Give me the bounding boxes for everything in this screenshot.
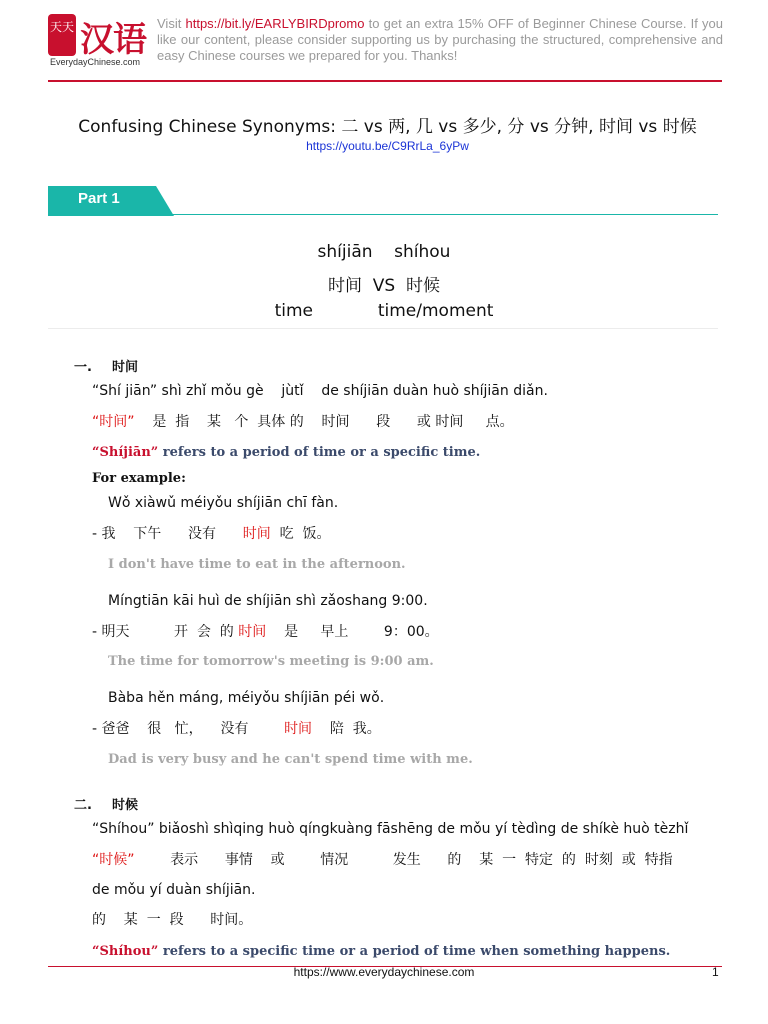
term-highlight: “时候” — [92, 852, 135, 868]
logo-seal: 天天 — [48, 14, 76, 56]
compare-pinyin: shíjiān shíhou — [317, 242, 451, 262]
example-hanzi — [92, 621, 439, 641]
example-hanzi — [92, 523, 331, 543]
example-pinyin: Míngtiān kāi huì de shíjiān shì zǎoshang 9:00. — [108, 593, 428, 609]
section1-heading: 时间 — [112, 360, 139, 375]
example-hanzi-b: 吃 饭。 — [270, 526, 331, 542]
section1-number: 一. — [74, 360, 92, 375]
logo-text: 汉语 — [80, 20, 146, 60]
page-number: 1 — [712, 965, 719, 979]
page-title: Confusing Chinese Synonyms: 二 vs 两, 几 vs 多少, 分 vs 分钟, 时间 vs 时候 — [78, 117, 697, 137]
definition-english-rest: refers to a period of time or a specific time. — [158, 445, 481, 460]
definition-hanzi-rest: 表示 事情 或 情况 发生 的 某 一 特定 的 时刻 或 特指 — [134, 852, 673, 868]
promo-text — [157, 16, 723, 64]
part-divider — [170, 214, 718, 215]
section1-definition-english — [92, 445, 480, 460]
section1-definition-pinyin: “Shí jiān” shì zhǐ mǒu gè jùtǐ de shíjiān duàn huò shíjiān diǎn. — [92, 383, 548, 399]
example-pinyin: Bàba hěn máng, méiyǒu shíjiān péi wǒ. — [108, 690, 385, 706]
promo-link[interactable]: https://bit.ly/EARLYBIRDpromo — [185, 16, 365, 31]
term-highlight: “Shíhou” — [92, 944, 159, 959]
example-label: For example: — [92, 471, 186, 486]
example-hanzi — [92, 718, 381, 738]
logo-subtitle: EverydayChinese.com — [50, 57, 141, 67]
section2-definition-pinyin: “Shíhou” biǎoshì shìqing huò qíngkuàng fāshēng de mǒu yí tèdìng de shíkè huò tèzhǐ — [92, 821, 689, 837]
term-highlight: “时间” — [92, 414, 135, 430]
promo-prefix: Visit — [157, 16, 186, 31]
example-hanzi-b: 是 早上 9：00。 — [266, 624, 439, 640]
part-label: Part 1 — [78, 190, 120, 207]
section2-number: 二. — [74, 798, 92, 813]
section-divider — [48, 328, 718, 329]
promo-rest: to get an extra 15% OFF of Beginner Chinese Course. If you like our content, please consider supporting us by purchasing the structured, comprehensive and easy Chinese courses we prepared for you. Thanks! — [157, 16, 723, 63]
footer-url[interactable]: https://www.everydaychinese.com — [293, 965, 475, 979]
example-term: 时间 — [284, 721, 313, 737]
example-translation: Dad is very busy and he can't spend time with me. — [108, 752, 473, 767]
video-link[interactable]: https://youtu.be/C9RrLa_6yPw — [306, 139, 469, 153]
definition-hanzi-rest: 是 指 某 个 具体 的 时间 段 或 时间 点。 — [134, 414, 514, 430]
example-hanzi-a: - 我 下午 没有 — [92, 526, 243, 542]
example-term: 时间 — [238, 624, 267, 640]
compare-hanzi: 时间 VS 时候 — [327, 276, 441, 296]
section2-definition-english — [92, 944, 670, 959]
section1-definition-hanzi — [92, 411, 514, 431]
example-translation: I don't have time to eat in the afternoon. — [108, 557, 406, 572]
example-pinyin: Wǒ xiàwǔ méiyǒu shíjiān chī fàn. — [108, 495, 339, 511]
example-translation: The time for tomorrow's meeting is 9:00 am. — [108, 654, 434, 669]
term-highlight: “Shíjiān” — [92, 445, 159, 460]
definition-english-rest: refers to a specific time or a period of time when something happens. — [158, 944, 671, 959]
compare-english: time time/moment — [274, 301, 494, 321]
header-divider — [48, 80, 722, 82]
section2-definition-hanzi-cont: 的 某 一 段 时间。 — [92, 912, 253, 928]
section2-definition-hanzi — [92, 849, 673, 869]
example-hanzi-b: 陪 我。 — [312, 721, 381, 737]
section2-definition-pinyin-cont: de mǒu yí duàn shíjiān. — [92, 882, 256, 898]
example-term: 时间 — [242, 526, 271, 542]
example-hanzi-a: - 爸爸 很 忙， 没有 — [92, 721, 285, 737]
section2-heading: 时候 — [112, 798, 139, 813]
example-hanzi-a: - 明天 开 会 的 — [92, 624, 239, 640]
